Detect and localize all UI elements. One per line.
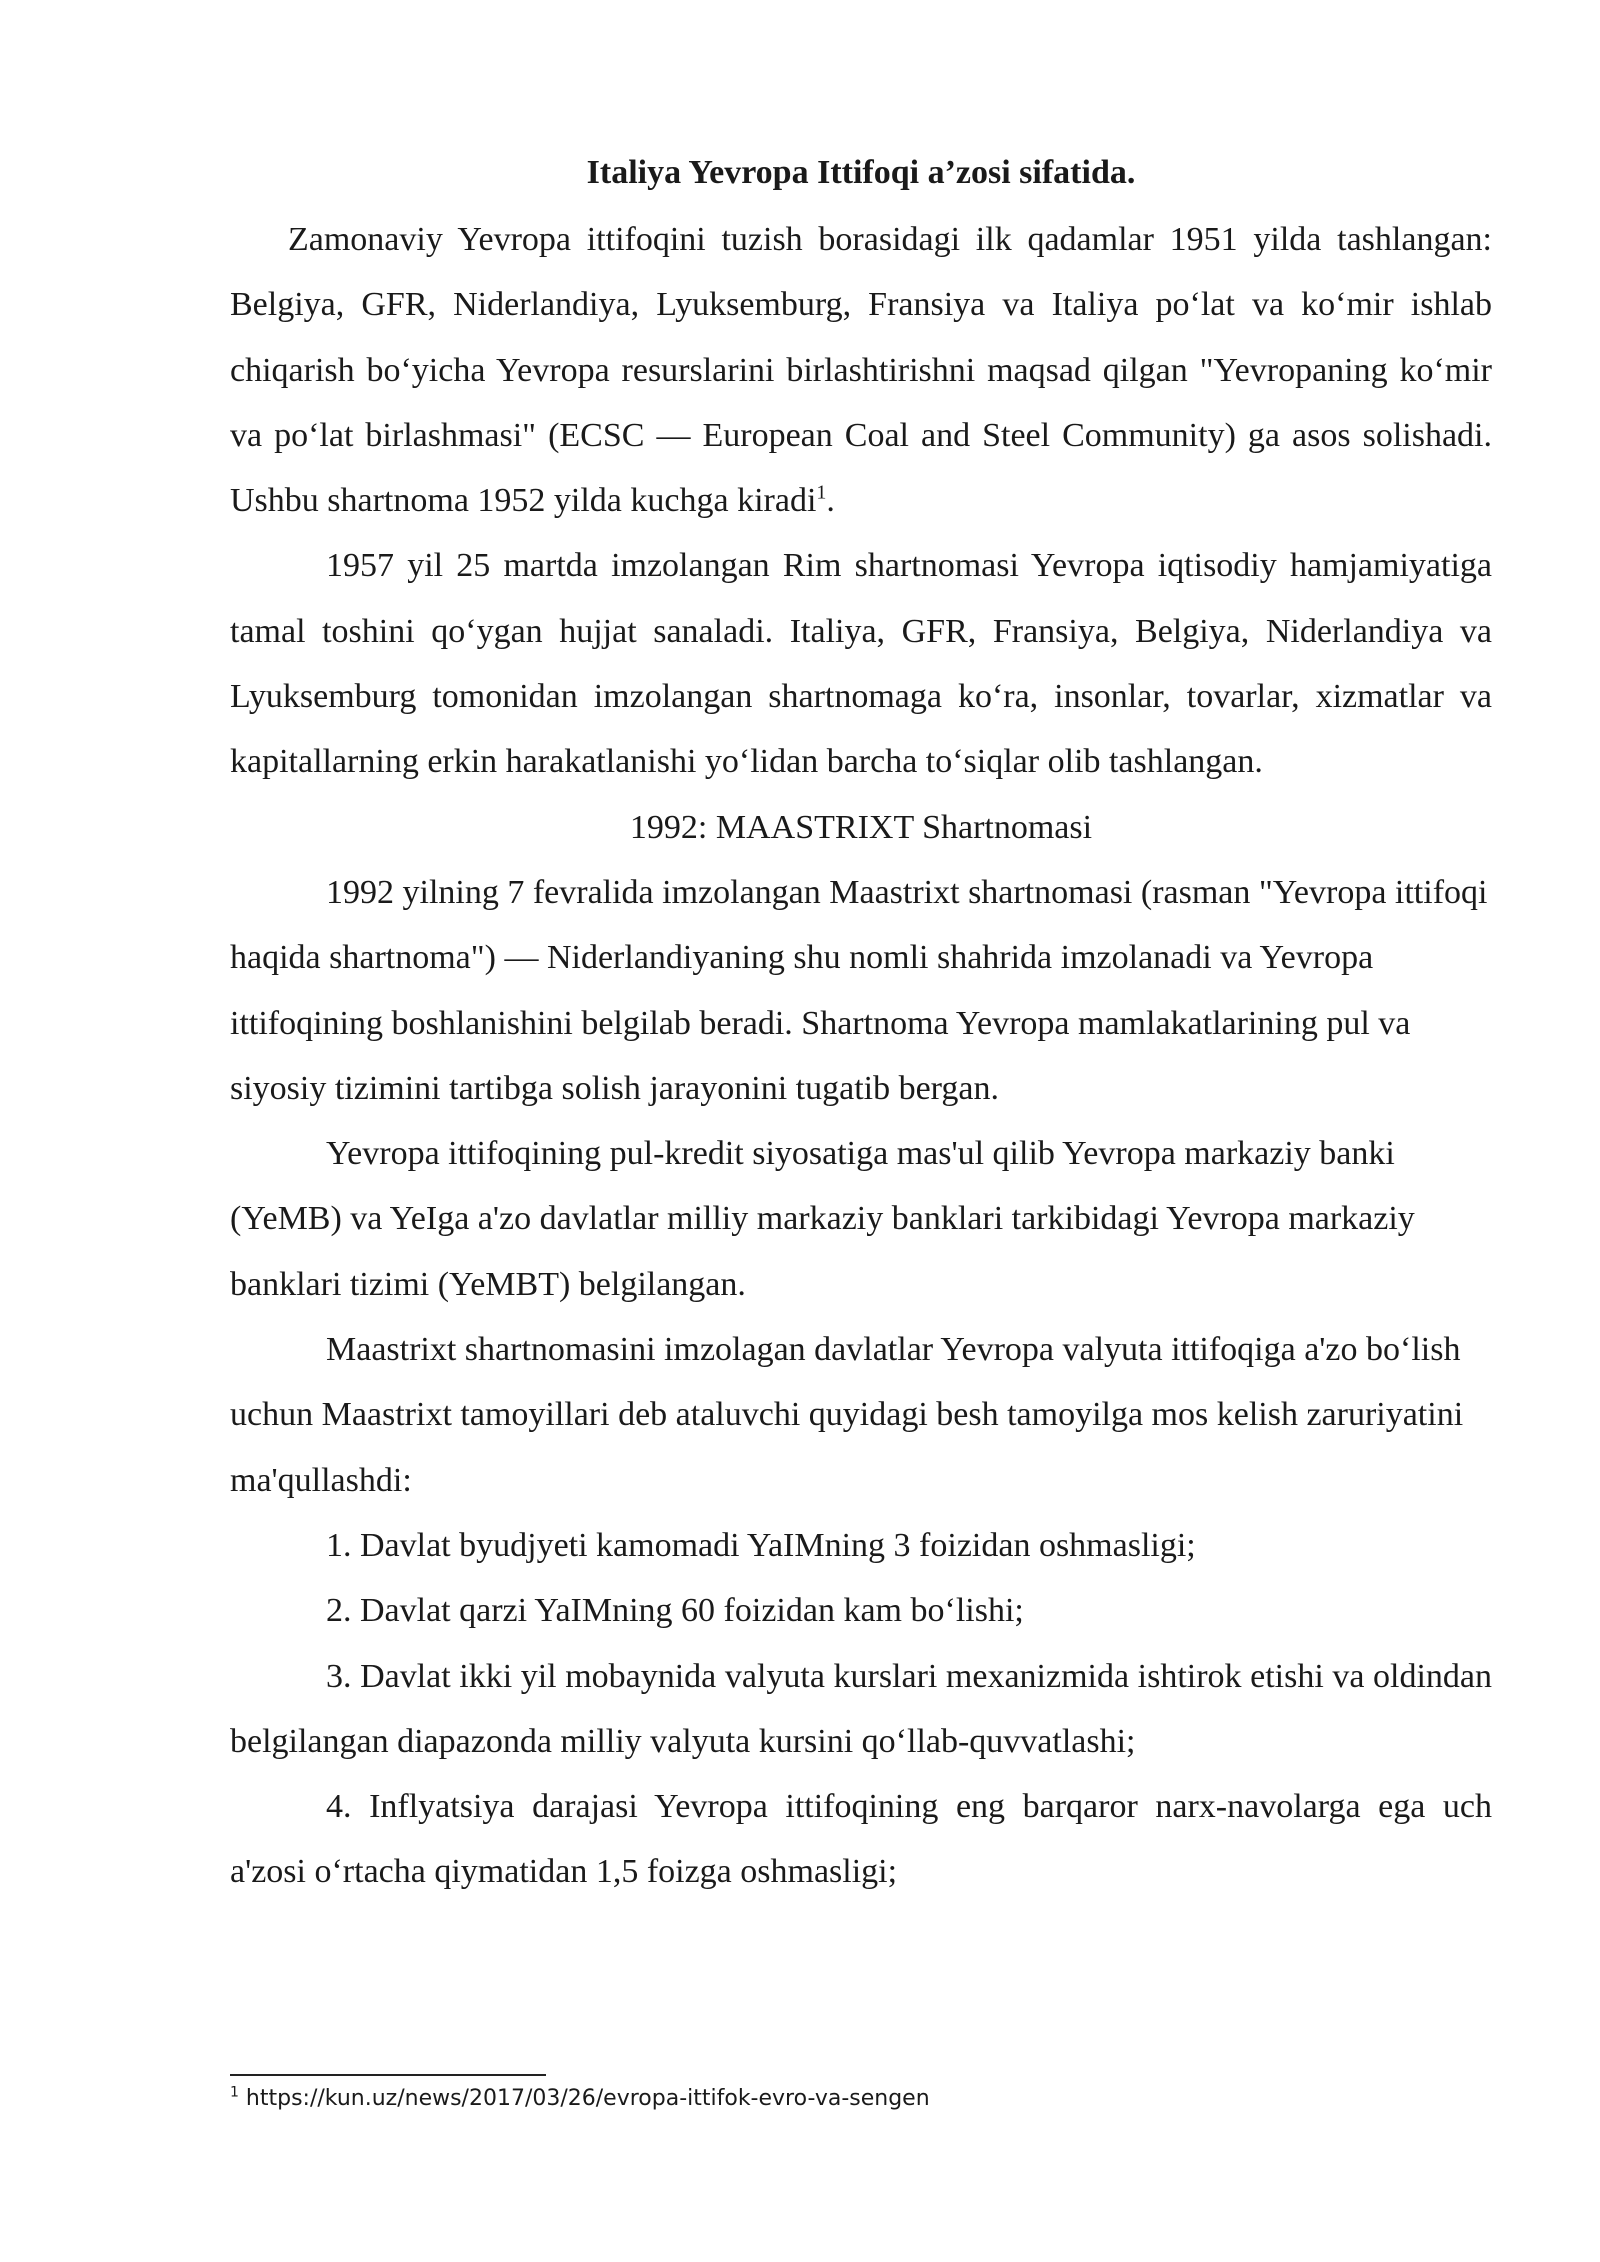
footnote-marker: 1 (230, 2084, 239, 2101)
footnote-separator (230, 2074, 546, 2076)
section-subheading: 1992: MAASTRIXT Shartnomasi (629, 808, 1093, 846)
paragraph-central-bank: Yevropa ittifoqining pul-kredit siyosatiga mas'ul qilib Yevropa markaziy banki (YeMB) va YeIga a'zo davlatlar milliy markaziy banklari tarkibidagi Yevropa markaziy banklari tizimi (YeMBT) belgilangan. (230, 1135, 1415, 1303)
paragraph-rome-treaty: 1957 yil 25 martda imzolangan Rim shartnomasi Yevropa iqtisodiy hamjamiyatiga tamal toshini qo‘ygan hujjat sanaladi. Italiya, GFR, Fransiya, Belgiya, Niderlandiya va Lyuksemburg tomonidan imzolangan shartnomaga ko‘ra, insonlar, tovarlar, xizmatlar va kapitallarning erkin harakatlanishi yo‘lidan barcha to‘siqlar olib tashlangan. (230, 547, 1492, 781)
footnote-reference[interactable]: 1 (816, 481, 827, 504)
footnote-link[interactable]: https://kun.uz/news/2017/03/26/evropa-ittifok-evro-va-sengen (238, 2086, 930, 2111)
footnote (230, 2084, 930, 2114)
list-item: 1. Davlat byudjyeti kamomadi YaIMning 3 foizidan oshmasligi; (326, 1526, 1196, 1564)
paragraph-ecsc-end: . (826, 482, 835, 520)
list-item: 4. Inflyatsiya darajasi Yevropa ittifoqining eng barqaror narx-navolarga ega uch a'zosi o‘rtacha qiymatidan 1,5 foizga oshmasligi; (230, 1788, 1492, 1891)
document-body (230, 140, 1492, 1905)
paragraph-ecsc (230, 207, 1492, 533)
paragraph-principles-intro: Maastrixt shartnomasini imzolagan davlatlar Yevropa valyuta ittifoqiga a'zo bo‘lish uchun Maastrixt tamoyillari deb ataluvchi quyidagi besh tamoyilga mos kelish zaruriyatini ma'qullashdi: (230, 1331, 1464, 1499)
paragraph-maastricht: 1992 yilning 7 fevralida imzolangan Maastrixt shartnomasi (rasman "Yevropa ittifoqi haqida shartnoma") — Niderlandiyaning shu nomli shahrida imzolanadi va Yevropa ittifoqining boshlanishini belgilab beradi. Shartnoma Yevropa mamlakatlarining pul va siyosiy tizimini tartibga solish jarayonini tugatib bergan. (230, 873, 1488, 1107)
list-item: 3. Davlat ikki yil mobaynida valyuta kurslari mexanizmida ishtirok etishi va oldindan belgilangan diapazonda milliy valyuta kursini qo‘llab-quvvatlashi; (230, 1657, 1492, 1760)
paragraph-ecsc-text: Zamonaviy Yevropa ittifoqini tuzish borasidagi ilk qadamlar 1951 yilda tashlangan: Belgiya, GFR, Niderlandiya, Lyuksemburg, Fransiya va Italiya po‘lat va ko‘mir ishlab chiqarish bo‘yicha Yevropa resurslarini birlashtirishni maqsad qilgan "Yevropaning ko‘mir va po‘lat birlashmasi" (ECSC — European Coal and Steel Community) ga asos solishadi. Ushbu shartnoma 1952 yilda kuchga kiradi (230, 221, 1492, 520)
list-item: 2. Davlat qarzi YaIMning 60 foizidan kam bo‘lishi; (326, 1592, 1024, 1630)
document-title: Italiya Yevropa Ittifoqi a’zosi sifatida. (586, 154, 1136, 191)
